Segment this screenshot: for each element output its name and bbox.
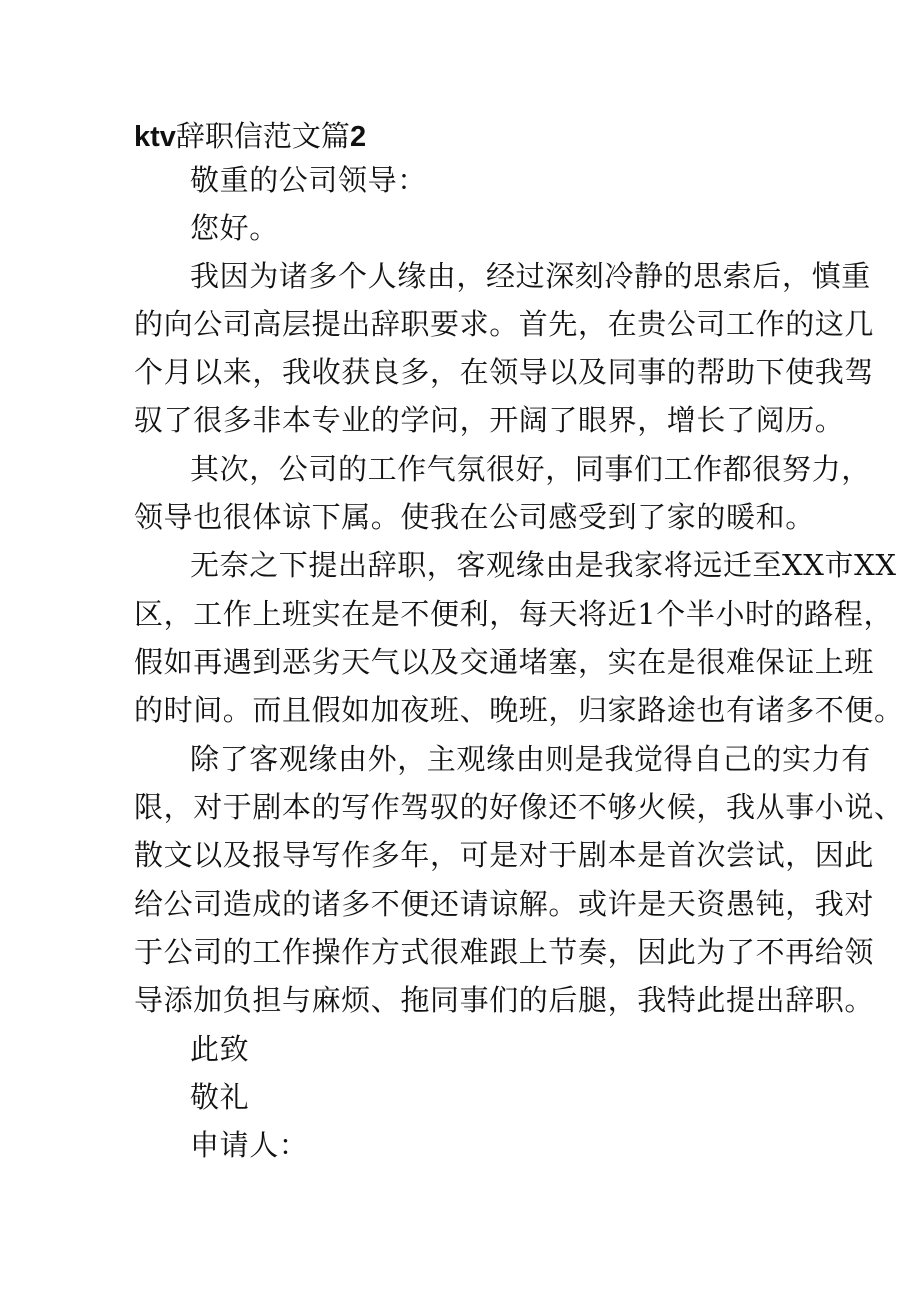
title-number: 2 bbox=[349, 121, 367, 153]
greeting: 您好。 bbox=[190, 211, 279, 245]
paragraph-3-line-2: 区，工作上班实在是不便利，每天将近1个半小时的路程， bbox=[134, 597, 894, 631]
paragraph-3-line-3: 假如再遇到恶劣天气以及交通堵塞，实在是很难保证上班 bbox=[134, 645, 875, 679]
paragraph-4-line-3: 散文以及报导写作多年，可是对于剧本是首次尝试，因此 bbox=[134, 838, 875, 872]
paragraph-1-line-1: 我因为诸多个人缘由，经过深刻冷静的思索后，慎重 bbox=[190, 259, 871, 293]
paragraph-3-line-4: 的时间。而且假如加夜班、晚班，归家路途也有诸多不便。 bbox=[134, 693, 904, 727]
paragraph-1-line-3: 个月以来，我收获良多，在领导以及同事的帮助下使我驾 bbox=[134, 355, 875, 389]
paragraph-1-line-4: 驭了很多非本专业的学问，开阔了眼界，增长了阅历。 bbox=[134, 403, 845, 437]
paragraph-4-line-5: 于公司的工作操作方式很难跟上节奏，因此为了不再给领 bbox=[134, 935, 875, 969]
paragraph-4-line-1: 除了客观缘由外，主观缘由则是我觉得自己的实力有 bbox=[190, 742, 871, 776]
closing-line-2: 敬礼 bbox=[190, 1080, 250, 1114]
title-latin: ktv bbox=[134, 121, 176, 153]
paragraph-4-line-6: 导添加负担与麻烦、拖同事们的后腿，我特此提出辞职。 bbox=[134, 983, 875, 1017]
paragraph-2-line-1: 其次，公司的工作气氛很好，同事们工作都很努力， bbox=[190, 452, 871, 486]
document-title bbox=[134, 116, 366, 157]
salutation: 敬重的公司领导： bbox=[190, 163, 427, 197]
signature-label: 申请人： bbox=[190, 1128, 309, 1162]
paragraph-1-line-2: 的向公司高层提出辞职要求。首先，在贵公司工作的这几 bbox=[134, 307, 875, 341]
closing-line-1: 此致 bbox=[190, 1032, 250, 1066]
paragraph-3-line-1: 无奈之下提出辞职，客观缘由是我家将远迁至XX市XX bbox=[190, 548, 897, 582]
title-cjk: 辞职信范文篇 bbox=[175, 119, 350, 153]
paragraph-4-line-4: 给公司造成的诸多不便还请谅解。或许是天资愚钝，我对 bbox=[134, 887, 875, 921]
paragraph-4-line-2: 限，对于剧本的写作驾驭的好像还不够火候，我从事小说、 bbox=[134, 790, 904, 824]
paragraph-2-line-2: 领导也很体谅下属。使我在公司感受到了家的暖和。 bbox=[134, 500, 815, 534]
